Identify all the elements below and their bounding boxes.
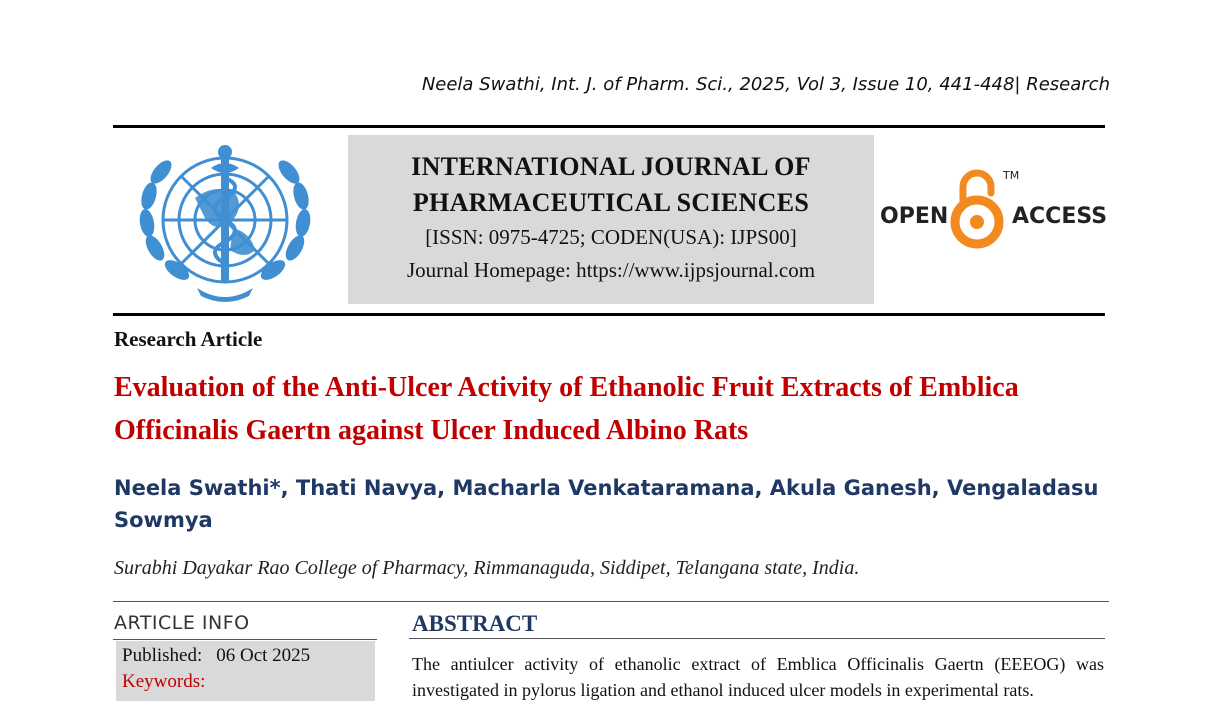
published-row (122, 645, 310, 667)
article-info-heading: ARTICLE INFO (114, 612, 250, 634)
abstract-heading: ABSTRACT (412, 611, 538, 636)
article-title: Evaluation of the Anti-Ulcer Activity of Ethanolic Fruit Extracts of Emblica Officinalis Gaertn against Ulcer Induced Albino Rats (114, 372, 1019, 446)
journal-issn: [ISSN: 0975-4725; CODEN(USA): IJPS00] (425, 225, 797, 249)
journal-banner (348, 135, 874, 304)
header-top-rule (113, 125, 1105, 128)
header-bottom-rule (113, 313, 1105, 316)
keywords-label: Keywords: (122, 671, 206, 692)
trademark-mark: TM (1003, 169, 1020, 182)
article-info-rule (113, 639, 377, 640)
open-access-lock-icon (955, 173, 999, 244)
section-divider (113, 601, 1109, 602)
open-access-logo (880, 165, 1110, 255)
published-date: 06 Oct 2025 (216, 645, 311, 666)
author-list: Neela Swathi*, Thati Navya, Macharla Venkataramana, Akula Ganesh, Vengaladasu Sowmya (114, 476, 1099, 532)
journal-name-line2: PHARMACEUTICAL SCIENCES (412, 188, 810, 217)
journal-homepage: Journal Homepage: https://www.ijpsjournal.com (406, 258, 816, 282)
abstract-body: The antiulcer activity of ethanolic extract of Emblica Officinalis Gaertn (EEEOG) was investigated in pylorus ligation and ethanol induced ulcer models in experimental rats. (412, 654, 1104, 700)
un-style-emblem-icon (125, 138, 325, 308)
access-word: ACCESS (1012, 204, 1108, 229)
open-word: OPEN (880, 204, 949, 229)
author-affiliation: Surabhi Dayakar Rao College of Pharmacy, Rimmanaguda, Siddipet, Telangana state, India. (114, 557, 860, 579)
abstract-rule (409, 638, 1105, 639)
running-head: Neela Swathi, Int. J. of Pharm. Sci., 2025, Vol 3, Issue 10, 441-448| Research (421, 74, 1110, 95)
article-type: Research Article (114, 327, 263, 351)
published-label: Published: (122, 645, 203, 666)
journal-name-line1: INTERNATIONAL JOURNAL OF (411, 152, 811, 181)
